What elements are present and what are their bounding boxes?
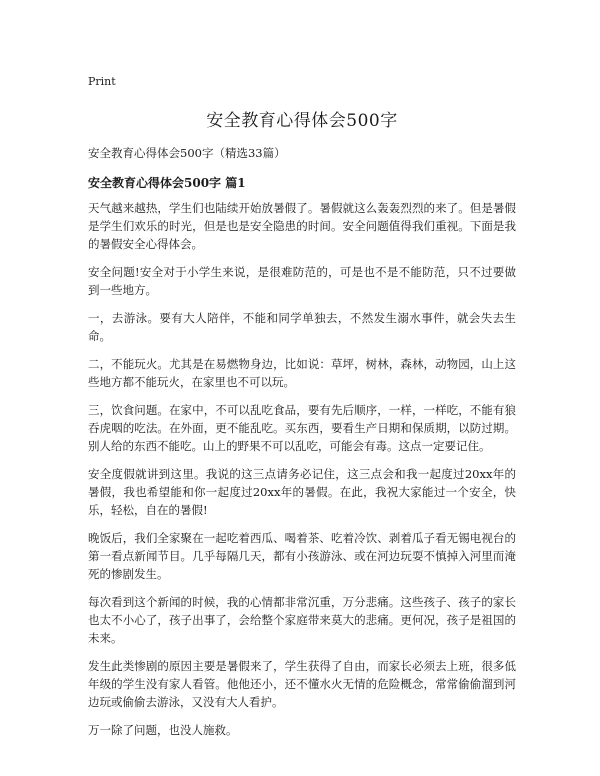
paragraph: 安全度假就讲到这里。我说的这三点请务必记住，这三点会和我一起度过20xx年的暑假，我也希望能和你一起度过20xx年的暑假。在此，我祝大家能过一个安全，快乐，轻松，自在的暑假! [88,467,516,517]
paragraph: 安全问题!安全对于小学生来说，是很难防范的，可是也不是不能防范，只不过要做到一些地方。 [88,265,516,297]
document-title: 安全教育心得体会500字 [206,111,398,131]
section-heading: 安全教育心得体会500字 篇1 [88,176,246,190]
paragraph: 晚饭后，我们全家聚在一起吃着西瓜、喝着茶、吃着冷饮、剥着瓜子看无锡电视台的第一看点新闻节目。几乎每隔几天，都有小孩游泳、或在河边玩耍不慎掉入河里而淹死的惨剧发生。 [88,531,516,581]
paragraph: 二，不能玩火。尤其是在易燃物身边，比如说：草坪，树林，森林，动物园，山上这些地方都不能玩火，在家里也不可以玩。 [88,357,516,389]
paragraph: 每次看到这个新闻的时候，我的心情都非常沉重，万分悲痛。这些孩子、孩子的家长也太不小心了，孩子出事了，会给整个家庭带来莫大的悲痛。更何况，孩子是祖国的未来。 [88,595,516,645]
paragraph: 发生此类惨剧的原因主要是暑假来了，学生获得了自由，而家长必须去上班，很多低年级的学生没有家人看管。他他还小，还不懂水火无情的危险概念，常常偷偷溜到河边玩或偷偷去游泳，又没有大人看护。 [88,659,516,709]
document-subtitle: 安全教育心得体会500字（精选33篇） [88,146,286,160]
print-link[interactable]: Print [88,75,116,88]
paragraph: 一，去游泳。要有大人陪伴，不能和同学单独去，不然发生溺水事件，就会失去生命。 [88,311,516,343]
paragraph: 万一除了问题，也没人施救。 [88,723,238,737]
paragraph: 天气越来越热，学生们也陆续开始放暑假了。暑假就这么轰轰烈烈的来了。但是暑假是学生们欢乐的时光，但是也是安全隐患的时间。安全问题值得我们重视。下面是我的暑假安全心得体会。 [88,201,516,251]
paragraph: 三，饮食问题。在家中，不可以乱吃食品，要有先后顺序，一样，一样吃，不能有狼吞虎咽的吃法。在外面，更不能乱吃。买东西，要看生产日期和保质期，以防过期。别人给的东西不能吃。山上的野果不可以乱吃，可能会有毒。这点一定要记住。 [88,403,516,453]
document-page [88,70,516,749]
